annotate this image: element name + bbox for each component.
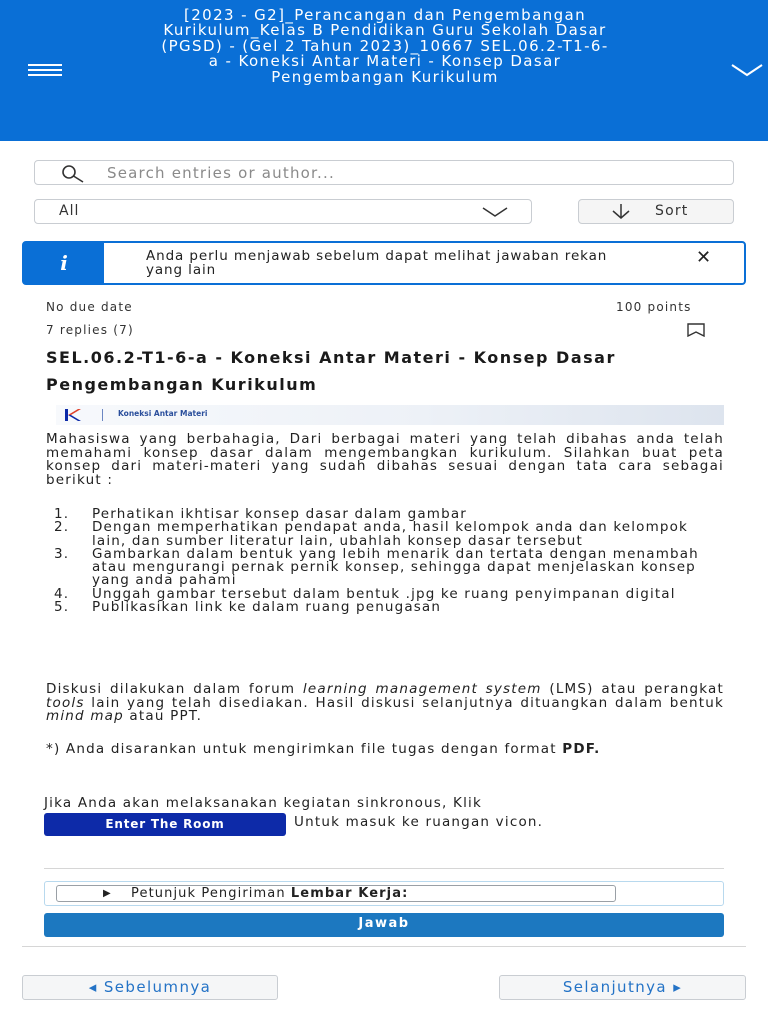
due-date: No due date (46, 300, 133, 314)
list-item: 3. Gambarkan dalam bentuk yang lebih menarik dan tertata dengan menambah atau mengurangi pernak pernik konsep, sehingga dapat menjelaskan konsep yang anda pahami (54, 545, 699, 589)
enter-room-button[interactable]: Enter The Room (44, 813, 286, 836)
next-button[interactable]: Selanjutnya ▸ (499, 975, 746, 1000)
list-item: 1. Perhatikan ikhtisar konsep dasar dalam gambar (54, 506, 467, 522)
sync-text: Jika Anda akan melaksanakan kegiatan sinkronous, Klik (44, 795, 482, 811)
list-item: 4. Unggah gambar tersebut dalam bentuk .jpg ke ruang penyimpanan digital (54, 585, 676, 602)
divider (44, 868, 724, 869)
bookmark-icon[interactable] (686, 323, 706, 337)
logo-icon (62, 407, 90, 423)
discussion-paragraph: Diskusi dilakukan dalam forum learning management system (LMS) atau perangkat tools lain yang telah disediakan. Hasil diskusi selanjutnya dituangkan dalam bentuk mind map atau PPT. (46, 681, 724, 725)
chevron-down-icon (481, 206, 509, 218)
info-alert (22, 241, 746, 285)
instructions-details (44, 881, 724, 906)
close-icon[interactable]: ✕ (696, 247, 712, 268)
pdf-note: *) Anda disarankan untuk mengirimkan file tugas dengan format PDF. (46, 741, 601, 757)
previous-button[interactable]: ◂ Sebelumnya (22, 975, 278, 1000)
alert-message: Anda perlu menjawab sebelum dapat melihat jawaban rekan yang lain (146, 248, 608, 278)
sort-label: Sort (655, 203, 689, 219)
banner-separator (102, 409, 103, 421)
reply-count: 7 replies (7) (46, 323, 134, 337)
filter-select[interactable] (34, 199, 532, 224)
page-title: [2023 - G2]_Perancangan dan Pengembangan Kurikulum_Kelas B Pendidikan Guru Sekolah Dasar (PGSD) - (Gel 2 Tahun 2023)_10667 SEL.06.2-T1-6-a - Koneksi Antar Materi - Konsep Dasar Pengembangan Kurikulum (161, 6, 609, 86)
divider (22, 946, 746, 947)
reply-button[interactable]: Jawab (44, 913, 724, 937)
triangle-right-icon: ▶ (103, 888, 112, 899)
points: 100 points (616, 300, 692, 314)
chevron-down-icon[interactable] (730, 62, 764, 78)
list-item: 2. Dengan memperhatikan pendapat anda, hasil kelompok anda dan kelompok lain, dan sumber literatur lain, ubahlah konsep dasar tersebut (54, 519, 688, 549)
post-intro: Mahasiswa yang berbahagia, Dari berbagai materi yang telah dibahas anda telah memahami konsep dasar dalam mengembangkan kurikulum. Silahkan buat peta konsep dari materi-materi yang sudah dibahas sesuai dengan tata cara sebagai berikut : (46, 431, 724, 488)
search-icon (57, 162, 89, 184)
enter-room-suffix: Untuk masuk ke ruangan vicon. (294, 814, 544, 830)
post-title: SEL.06.2-T1-6-a - Koneksi Antar Materi - Konsep Dasar Pengembangan Kurikulum (46, 348, 616, 394)
steps-list (46, 508, 726, 614)
sort-button[interactable] (578, 199, 734, 224)
app-header (0, 0, 768, 141)
filter-selected-value: All (59, 203, 80, 219)
banner-text: Koneksi Antar Materi (118, 409, 208, 418)
instructions-toggle[interactable]: ▶ Petunjuk Pengiriman Lembar Kerja: (56, 885, 616, 902)
info-icon: i (24, 243, 104, 283)
search-box (34, 160, 734, 185)
arrow-down-icon (609, 203, 633, 220)
hamburger-icon[interactable] (28, 60, 64, 80)
post-banner-image (56, 405, 724, 425)
search-input[interactable] (107, 164, 667, 182)
list-item: 5. Publikasikan link ke dalam ruang penugasan (54, 599, 442, 616)
